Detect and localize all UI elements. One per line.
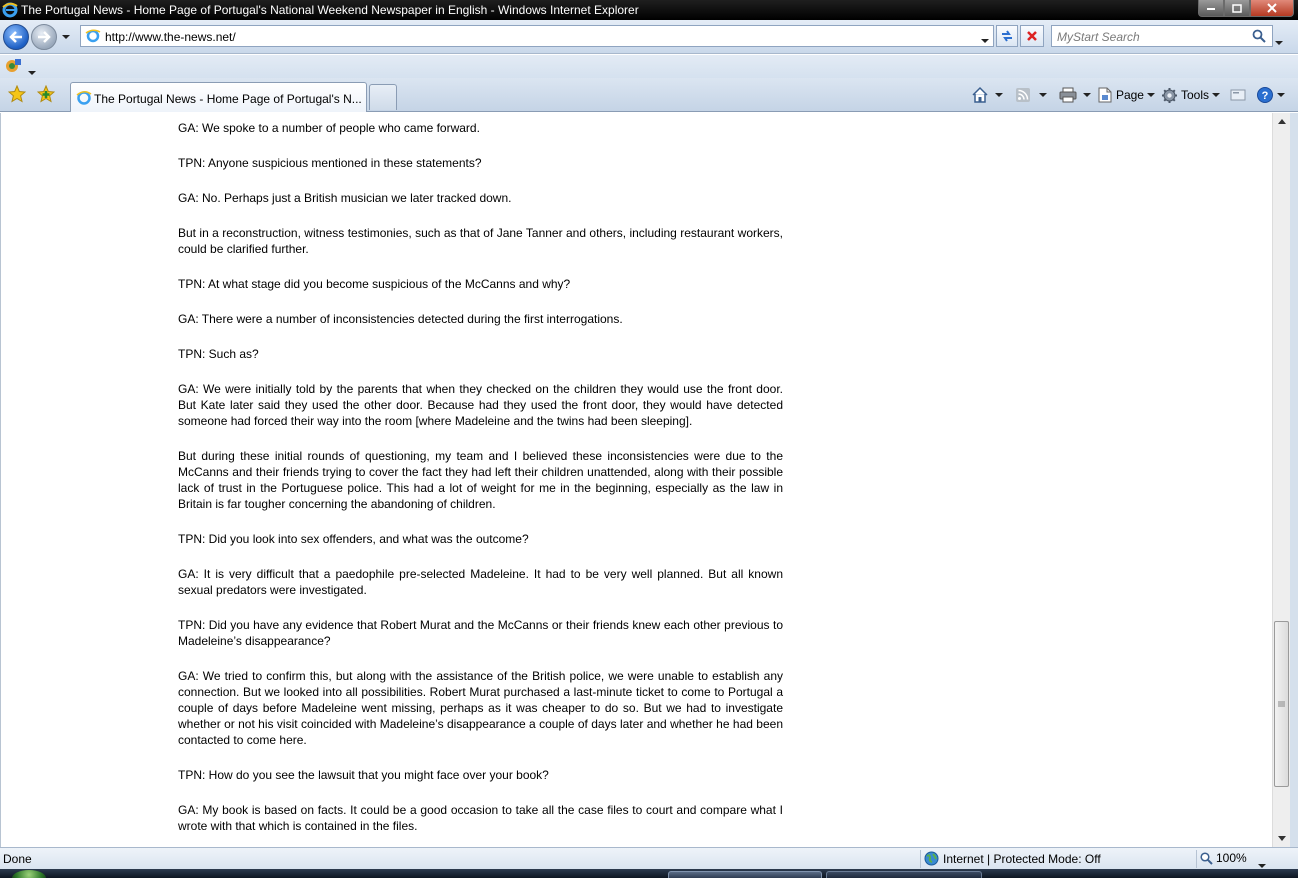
article-paragraph: TPN: Such as? — [178, 347, 259, 361]
article-paragraph: GA: No. Perhaps just a British musician we later tracked down. — [178, 191, 512, 205]
article-paragraph: GA: We spoke to a number of people who came forward. — [178, 121, 480, 135]
refresh-button[interactable] — [996, 25, 1018, 47]
article-paragraph: But during these initial rounds of questioning, my team and I believed these inconsistencies were due to the McCanns and their friends trying to cover the fact they had left their children unattended, along with their possible lack of trust in the Portuguese police. This had a lot of weight for me in the beginning, especially as the law in Britain is far tougher concerning the abandoning of children. — [178, 449, 783, 511]
search-placeholder[interactable]: MyStart Search — [1057, 30, 1140, 44]
print-dropdown[interactable] — [1083, 93, 1091, 97]
help-button[interactable] — [1253, 84, 1288, 106]
tools-menu-label: Tools — [1180, 88, 1209, 102]
article-paragraph: GA: My book is based on facts. It could be a good occasion to take all the case files to court and compare what I wrote with that which is contained in the files. — [178, 803, 783, 833]
recent-pages-dropdown[interactable] — [60, 32, 72, 42]
forward-arrow-icon — [37, 31, 51, 43]
help-dropdown[interactable] — [1277, 93, 1285, 97]
address-url[interactable]: http://www.the-news.net/ — [105, 30, 236, 44]
start-button[interactable] — [12, 870, 46, 878]
article-paragraph: TPN: At what stage did you become suspicious of the McCanns and why? — [178, 277, 571, 291]
home-button[interactable] — [968, 84, 1006, 106]
page-favicon-icon — [85, 29, 101, 43]
article-paragraph: GA: It is very difficult that a paedophile pre-selected Madeleine. It had to be very well planned. But all known sexual predators were investigated. — [178, 567, 783, 597]
status-text: Done — [3, 852, 32, 866]
article-paragraph: GA: There were a number of inconsistencies detected during the first interrogations. — [178, 312, 623, 326]
address-bar[interactable] — [80, 25, 994, 47]
search-options-dropdown[interactable] — [1275, 34, 1283, 48]
taskbar-button[interactable] — [826, 871, 982, 878]
article-paragraph: TPN: Anyone suspicious mentioned in these statements? — [178, 156, 482, 170]
zoom-control[interactable] — [1200, 851, 1247, 865]
search-box[interactable] — [1051, 25, 1273, 47]
svg-text:?: ? — [1261, 90, 1269, 102]
vertical-scrollbar[interactable] — [1272, 113, 1290, 847]
tab-bar — [0, 78, 1298, 112]
home-icon — [971, 86, 989, 104]
globe-icon — [924, 851, 939, 866]
toolbar-addon-dropdown[interactable] — [28, 64, 36, 78]
page-icon — [1097, 87, 1113, 103]
article-paragraph: TPN: Did you have any evidence that Robert Murat and the McCanns or their friends knew each other previous to Madeleine’s disappearance? — [178, 618, 783, 648]
help-icon — [1256, 86, 1274, 104]
feeds-icon — [1015, 87, 1031, 103]
status-bar — [0, 847, 1298, 869]
ie-logo-icon — [2, 2, 18, 18]
window-title: The Portugal News - Home Page of Portugal's National Weekend Newspaper in English - Windows Internet Explorer — [21, 3, 639, 17]
window-right-border — [1290, 113, 1298, 847]
favorites-star-icon[interactable] — [8, 85, 26, 106]
status-divider — [920, 850, 921, 868]
page-menu-button[interactable] — [1094, 84, 1158, 106]
window-title-bar — [0, 0, 1298, 20]
tab-label: The Portugal News - Home Page of Portugal's N... — [94, 92, 362, 106]
forward-button[interactable] — [31, 24, 57, 50]
toolbar-addon-icon[interactable] — [4, 58, 22, 77]
minimize-button[interactable] — [1198, 0, 1224, 17]
article-paragraph: But in a reconstruction, witness testimonies, such as that of Jane Tanner and others, including restaurant workers, could be clarified further. — [178, 226, 783, 256]
add-favorites-icon[interactable] — [37, 85, 55, 106]
zoom-level: 100% — [1216, 851, 1247, 865]
command-bar — [968, 84, 1288, 106]
new-tab-button[interactable] — [369, 84, 397, 110]
stop-button[interactable] — [1020, 25, 1044, 47]
gear-icon — [1161, 87, 1178, 104]
feeds-dropdown[interactable] — [1039, 93, 1047, 97]
stop-icon — [1026, 30, 1038, 42]
refresh-icon — [999, 29, 1015, 43]
tools-menu-button[interactable] — [1158, 84, 1223, 106]
search-icon[interactable] — [1252, 29, 1266, 46]
maximize-button[interactable] — [1224, 0, 1250, 17]
article-paragraph: GA: We tried to confirm this, but along with the assistance of the British police, we were unable to establish any connection. But we looked into all possibilities. Robert Murat purchased a last-minute ticket to come to Portugal a couple of days before Madeleine went missing, perhaps as it was cheaper to do so. But we had to investigate whether or not his visit coincided with Madeleine’s disappearance a couple of days later and whether he had been contacted to come here. — [178, 669, 783, 747]
home-dropdown[interactable] — [995, 93, 1003, 97]
article-paragraph: TPN: Did you look into sex offenders, and what was the outcome? — [178, 532, 529, 546]
article-paragraph: GA: We were initially told by the parents that when they checked on the children they would use the front door. But Kate later said they used the other door. Because had they used the front door, they would have detected someone had forced their way into the room [where Madeleine and the twins had been sleeping]. — [178, 382, 783, 428]
research-button[interactable] — [1227, 84, 1249, 106]
feeds-button[interactable] — [1012, 84, 1050, 106]
magnifier-icon — [1200, 852, 1213, 865]
page-menu-label: Page — [1115, 88, 1144, 102]
page-favicon-icon — [76, 90, 92, 109]
scroll-up-button[interactable] — [1273, 113, 1290, 130]
scrollbar-thumb[interactable] — [1274, 621, 1289, 787]
scroll-down-button[interactable] — [1273, 830, 1290, 847]
address-dropdown-arrow[interactable] — [981, 32, 989, 46]
page-content — [0, 113, 1272, 847]
toolbar-row — [0, 55, 1298, 78]
research-icon — [1230, 89, 1246, 101]
print-button[interactable] — [1056, 84, 1094, 106]
chevron-down-icon — [62, 35, 70, 39]
security-zone-label: Internet | Protected Mode: Off — [943, 851, 1101, 866]
back-button[interactable] — [3, 24, 29, 50]
taskbar-button[interactable] — [668, 871, 822, 878]
close-window-button[interactable] — [1250, 0, 1294, 17]
security-zone[interactable] — [924, 851, 1101, 866]
back-arrow-icon — [9, 31, 23, 43]
navigation-bar — [0, 20, 1298, 54]
status-divider — [1196, 850, 1197, 868]
windows-taskbar — [0, 869, 1298, 878]
article-paragraph: TPN: How do you see the lawsuit that you might face over your book? — [178, 768, 549, 782]
interview-article — [178, 120, 783, 847]
tab-portugal-news[interactable] — [70, 82, 367, 112]
print-icon — [1059, 87, 1077, 103]
